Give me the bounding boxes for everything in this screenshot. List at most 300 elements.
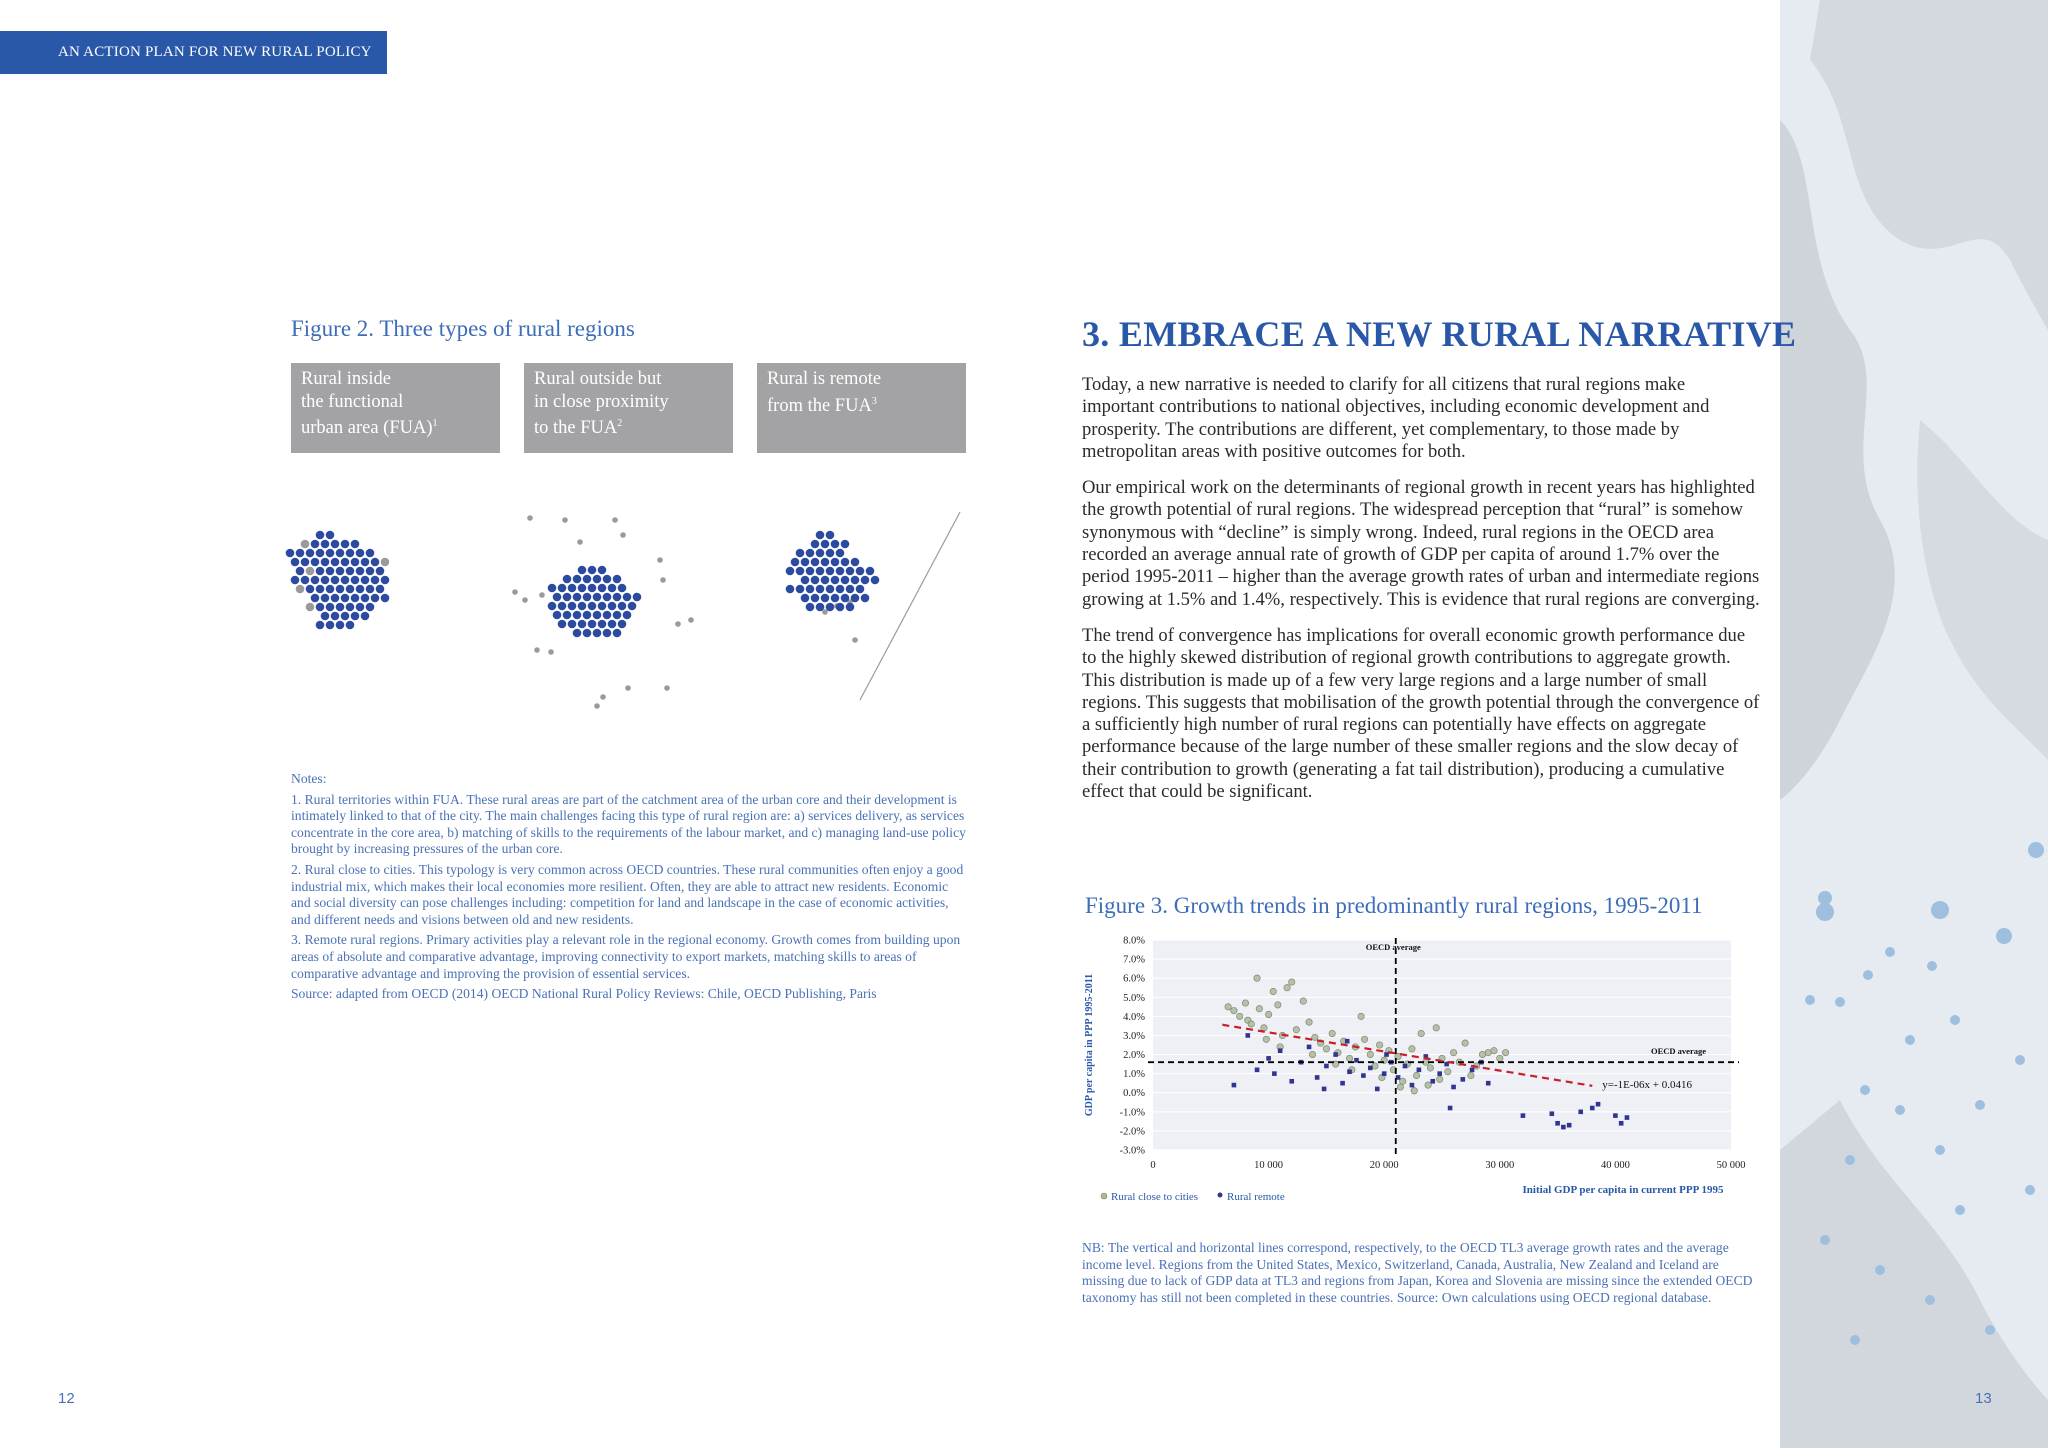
note-item: 3. Remote rural regions. Primary activities play a relevant role in the regional economy. Growth comes from building upon areas of absolute and comparative advantage, improving connectivity to export markets, matching skills to areas of comparative advantage and improving the provision of essential services.: [291, 932, 961, 981]
region-dot: [811, 540, 820, 549]
point-close: [1361, 1036, 1367, 1042]
map-background: [1780, 0, 2048, 1448]
point-close: [1479, 1051, 1485, 1057]
region-dot: [588, 566, 597, 575]
point-close: [1284, 985, 1290, 991]
region-dot: [856, 585, 865, 594]
plot-area: [1153, 940, 1731, 1150]
region-dot: [331, 540, 340, 549]
region-dot: [826, 585, 835, 594]
y-axis-label: GDP per capita in PPP 1995-2011: [1084, 973, 1095, 1117]
point-remote: [1345, 1039, 1350, 1044]
region-dot: [801, 558, 810, 567]
region-dot: [841, 558, 850, 567]
point-close: [1485, 1049, 1491, 1055]
region-dot: [336, 603, 345, 612]
point-close: [1237, 1013, 1243, 1019]
point-remote: [1486, 1081, 1491, 1086]
y-tick-label: 8.0%: [1123, 935, 1145, 947]
point-remote: [1448, 1106, 1453, 1111]
region-dot: [603, 611, 612, 620]
outlier-dot: [577, 539, 583, 545]
region-dot: [321, 540, 330, 549]
y-tick-label: 5.0%: [1123, 992, 1145, 1004]
growth-scatter-chart: [1078, 928, 1768, 1208]
region-dot: [356, 603, 365, 612]
point-close: [1293, 1027, 1299, 1033]
region-dot: [583, 611, 592, 620]
x-tick-label: 30 000: [1485, 1160, 1515, 1171]
box-line: Rural inside: [301, 369, 391, 389]
region-dot: [346, 549, 355, 558]
outlier-dot: [527, 515, 533, 521]
point-remote: [1347, 1069, 1352, 1074]
point-close: [1436, 1076, 1442, 1082]
point-close: [1445, 1069, 1451, 1075]
region-dot: [553, 611, 562, 620]
region-dot: [628, 602, 637, 611]
point-remote: [1437, 1071, 1442, 1076]
region-dot: [801, 594, 810, 603]
region-dot: [806, 603, 815, 612]
region-dot: [351, 540, 360, 549]
region-dot: [301, 576, 310, 585]
point-close: [1462, 1040, 1468, 1046]
region-dot: [361, 612, 370, 621]
y-tick-label: 4.0%: [1123, 1011, 1145, 1023]
outlier-dot: [625, 685, 631, 691]
point-remote: [1333, 1052, 1338, 1057]
region-dot: [593, 575, 602, 584]
type-box-close-to-fua: [524, 363, 733, 453]
cluster-remote: [786, 531, 880, 612]
point-remote: [1417, 1068, 1422, 1073]
point-remote: [1278, 1048, 1283, 1053]
outlier-dot: [594, 703, 600, 709]
point-remote: [1451, 1085, 1456, 1090]
x-tick-label: 40 000: [1600, 1160, 1630, 1171]
region-dot: [618, 584, 627, 593]
region-dot: [851, 576, 860, 585]
region-dot: [593, 629, 602, 638]
region-dot: [321, 576, 330, 585]
region-dot: [578, 566, 587, 575]
outlier-dot: [664, 685, 670, 691]
point-remote: [1521, 1113, 1526, 1118]
region-dot: [326, 603, 335, 612]
region-dot: [578, 584, 587, 593]
point-remote: [1322, 1087, 1327, 1092]
point-remote: [1340, 1081, 1345, 1086]
region-dot: [786, 567, 795, 576]
region-dot: [296, 567, 305, 576]
x-axis-label: Initial GDP per capita in current PPP 1995: [1522, 1184, 1724, 1196]
region-dot: [306, 549, 315, 558]
point-remote: [1590, 1106, 1595, 1111]
figure3-title: Figure 3. Growth trends in predominantly rural regions, 1995-2011: [1085, 893, 1703, 918]
region-dot: [558, 620, 567, 629]
point-remote: [1382, 1071, 1387, 1076]
region-dot: [598, 602, 607, 611]
region-dot: [371, 558, 380, 567]
point-close: [1358, 1013, 1364, 1019]
outlier-dot: [612, 517, 618, 523]
region-dot: [326, 549, 335, 558]
region-dot: [301, 540, 310, 549]
region-dot: [291, 576, 300, 585]
region-dot: [311, 576, 320, 585]
outlier-dot: [539, 592, 545, 598]
region-dot: [811, 594, 820, 603]
point-remote: [1307, 1045, 1312, 1050]
point-remote: [1403, 1064, 1408, 1069]
footnote-marker: 3: [871, 395, 877, 407]
point-close: [1450, 1049, 1456, 1055]
region-dot: [598, 566, 607, 575]
point-close: [1270, 988, 1276, 994]
region-dot: [831, 558, 840, 567]
region-dot: [821, 558, 830, 567]
point-close: [1411, 1088, 1417, 1094]
region-dot: [326, 585, 335, 594]
region-dot: [613, 575, 622, 584]
region-dot: [866, 567, 875, 576]
region-dot: [316, 549, 325, 558]
region-dot: [341, 612, 350, 621]
region-dot: [583, 629, 592, 638]
outlier-dot: [657, 557, 663, 563]
box-line: Rural is remote: [767, 369, 882, 389]
region-dot: [861, 594, 870, 603]
region-dot: [316, 531, 325, 540]
region-dot: [588, 584, 597, 593]
region-dot: [831, 540, 840, 549]
point-remote: [1578, 1110, 1583, 1115]
region-dot: [811, 558, 820, 567]
region-dot: [826, 567, 835, 576]
region-dot: [381, 558, 390, 567]
outlier-dot: [688, 617, 694, 623]
y-tick-label: 2.0%: [1123, 1050, 1145, 1062]
point-remote: [1315, 1075, 1320, 1080]
region-dot: [351, 576, 360, 585]
region-dot: [816, 585, 825, 594]
point-close: [1397, 1084, 1403, 1090]
point-remote: [1289, 1079, 1294, 1084]
x-axis-ticks: [1150, 1160, 1745, 1171]
region-dot: [356, 549, 365, 558]
region-dot: [346, 621, 355, 630]
point-remote: [1561, 1125, 1566, 1130]
region-dot: [598, 584, 607, 593]
point-remote: [1470, 1068, 1475, 1073]
region-dot: [558, 584, 567, 593]
point-remote: [1625, 1115, 1630, 1120]
outlier-dot: [675, 621, 681, 627]
oecd-average-label-x: OECD average: [1365, 942, 1421, 952]
header-tab: [0, 31, 387, 74]
outlier-dot: [852, 637, 858, 643]
paragraph: The trend of convergence has implications for overall economic growth performance due to the highly skewed distribution of regional growth contributions to aggregate growth. This distribution is made up of a few very large regions and a large number of small regions. This suggests that mobilisation of the growth potential through the convergence of a sufficiently high number of rural regions can potentially have effects on aggregate performance because of the large number of these smaller regions and the slow decay of their contribution to growth (generating a fat tail distribution), producing a cumulative effect that could be significant.: [1082, 624, 1760, 803]
note-item: 1. Rural territories within FUA. These rural areas are part of the catchment area of the urban core and their development is intimately linked to that of the city. The main challenges facing this type of rural region are: a) services delivery, as services concentrate in the core area, b) matching of skills to the requirements of the labour market, and c) managing land-use policy brought by increasing pressures of the urban core.: [291, 791, 966, 857]
region-dot: [633, 593, 642, 602]
legend-marker-close: [1101, 1193, 1107, 1199]
point-close: [1263, 1036, 1269, 1042]
region-dot: [806, 585, 815, 594]
type-box-inside-fua: [291, 363, 500, 453]
notes-source: Source: adapted from OECD (2014) OECD National Rural Policy Reviews: Chile, OECD Publishing, Paris: [291, 986, 877, 1002]
region-dot: [321, 558, 330, 567]
region-dot: [826, 531, 835, 540]
region-dot: [351, 594, 360, 603]
region-dot: [623, 611, 632, 620]
region-dot: [326, 531, 335, 540]
paragraph: Today, a new narrative is needed to clarify for all citizens that rural regions make important contributions to national objectives, including economic development and prosperity. The contributions are different, yet complementary, to those made by metropolitan areas with positive outcomes for both.: [1082, 374, 1710, 462]
region-dot: [623, 593, 632, 602]
region-dot: [603, 575, 612, 584]
page-number-left: 12: [58, 1390, 75, 1407]
box-line: Rural outside but: [534, 369, 662, 389]
region-dot: [796, 567, 805, 576]
cluster-inside-fua: [286, 531, 390, 630]
point-remote: [1555, 1121, 1560, 1126]
point-remote: [1461, 1077, 1466, 1082]
point-close: [1372, 1063, 1378, 1069]
legend-label-remote: Rural remote: [1227, 1191, 1285, 1203]
point-remote: [1613, 1113, 1618, 1118]
region-dot: [583, 593, 592, 602]
section-body: [1082, 374, 1762, 817]
region-dot: [593, 611, 602, 620]
region-dot: [603, 629, 612, 638]
region-dot: [351, 612, 360, 621]
point-close: [1409, 1046, 1415, 1052]
x-tick-label: 0: [1150, 1160, 1156, 1171]
point-remote: [1567, 1123, 1572, 1128]
region-dot: [796, 585, 805, 594]
point-remote: [1410, 1083, 1415, 1088]
region-dot: [861, 576, 870, 585]
outlier-dot: [512, 589, 518, 595]
point-close: [1329, 1030, 1335, 1036]
point-close: [1256, 1006, 1262, 1012]
figure2-title: Figure 2. Three types of rural regions: [291, 316, 635, 341]
point-remote: [1375, 1087, 1380, 1092]
region-dot: [371, 594, 380, 603]
region-dot: [583, 575, 592, 584]
point-close: [1300, 998, 1306, 1004]
fua-boundary-line: [860, 512, 960, 700]
region-dot: [366, 585, 375, 594]
figure3-note: NB: The vertical and horizontal lines correspond, respectively, to the OECD TL3 average growth rates and the average income level. Regions from the United States, Mexico, Switzerland, Canada, Australia, New Zealand and Iceland are missing due to lack of GDP data at TL3 and regions from Japan, Korea and Slovenia are missing since the extended OECD taxonomy has still not been completed in these countries. Source: Own calculations using OECD regional database.: [1082, 1240, 1753, 1305]
point-close: [1231, 1007, 1237, 1013]
region-dot: [618, 620, 627, 629]
y-tick-label: 0.0%: [1123, 1088, 1145, 1100]
y-tick-label: 7.0%: [1123, 954, 1145, 966]
region-dot: [351, 558, 360, 567]
header-title: AN ACTION PLAN FOR NEW RURAL POLICY: [58, 44, 372, 60]
x-tick-label: 10 000: [1254, 1160, 1284, 1171]
region-dot: [613, 593, 622, 602]
region-dot: [306, 585, 315, 594]
region-dot: [856, 567, 865, 576]
region-dot: [548, 602, 557, 611]
x-tick-label: 50 000: [1716, 1160, 1746, 1171]
region-dot: [553, 593, 562, 602]
region-dot: [593, 593, 602, 602]
y-tick-label: -3.0%: [1119, 1145, 1145, 1157]
region-dot: [321, 594, 330, 603]
region-dot: [806, 567, 815, 576]
region-dot: [366, 567, 375, 576]
region-dot: [846, 585, 855, 594]
region-dot: [563, 611, 572, 620]
region-dot: [286, 549, 295, 558]
paragraph: Our empirical work on the determinants of regional growth in recent years has highlighted the growth potential of rural regions. The widespread perception that “rural” is somehow synonymous with “decline” is simply wrong. Indeed, rural regions in the OECD area recorded an average annual rate of growth of GDP per capita of around 1.7% over the period 1995-2011 – higher than the average growth rates of urban and intermediate regions growing at 1.5% and 1.4%, respectively. This is evidence that rural regions are converging.: [1082, 477, 1760, 610]
region-dot: [376, 585, 385, 594]
region-dot: [296, 549, 305, 558]
note-item: 2. Rural close to cities. This typology is very common across OECD countries. These rural communities often enjoy a good industrial mix, which makes their local economies more resilient. Often, they are able to attract new residents. Economic and social diversity can pose challenges including: competition for land and landscape in the case of economic activities, and different needs and visions between old and new residents.: [291, 861, 964, 927]
region-dot: [811, 576, 820, 585]
region-dot: [336, 621, 345, 630]
point-close: [1346, 1055, 1352, 1061]
footnote-marker: 2: [617, 418, 623, 429]
outlier-dot: [660, 577, 666, 583]
region-dot: [841, 594, 850, 603]
region-dot: [836, 603, 845, 612]
point-close: [1418, 1030, 1424, 1036]
cluster-close-to-fua: [512, 515, 858, 709]
region-dot: [588, 602, 597, 611]
region-dot: [831, 594, 840, 603]
region-dot: [851, 594, 860, 603]
region-dot: [371, 576, 380, 585]
region-dot: [568, 620, 577, 629]
box-line: from the FUA: [767, 395, 872, 416]
region-dot: [791, 558, 800, 567]
legend-label-close: Rural close to cities: [1111, 1191, 1199, 1203]
point-close: [1306, 1019, 1312, 1025]
point-remote: [1368, 1066, 1373, 1071]
region-dot: [356, 585, 365, 594]
region-dot: [331, 594, 340, 603]
trendline-equation: y=-1E-06x + 0.0416: [1602, 1078, 1692, 1091]
legend-marker-remote: [1218, 1193, 1223, 1198]
region-dot: [316, 567, 325, 576]
region-dot: [568, 602, 577, 611]
region-dot: [563, 593, 572, 602]
region-dot: [816, 531, 825, 540]
region-dot: [316, 621, 325, 630]
point-close: [1261, 1025, 1267, 1031]
point-close: [1275, 1002, 1281, 1008]
region-dot: [618, 602, 627, 611]
region-dot: [871, 576, 880, 585]
y-tick-label: 6.0%: [1123, 973, 1145, 985]
region-dot: [346, 567, 355, 576]
region-dot: [841, 576, 850, 585]
point-close: [1376, 1042, 1382, 1048]
region-dot: [381, 594, 390, 603]
region-dot: [331, 576, 340, 585]
region-dot: [841, 540, 850, 549]
outlier-dot: [534, 647, 540, 653]
point-remote: [1232, 1083, 1237, 1088]
region-dot: [361, 576, 370, 585]
region-dot: [341, 594, 350, 603]
region-dot: [311, 540, 320, 549]
section-title: 3. EMBRACE A NEW RURAL NARRATIVE: [1082, 314, 1797, 354]
region-dot: [296, 585, 305, 594]
region-dot: [816, 567, 825, 576]
point-close: [1433, 1025, 1439, 1031]
point-close: [1254, 975, 1260, 981]
region-dot: [326, 567, 335, 576]
footnote-marker: 1: [432, 418, 438, 429]
point-remote: [1361, 1073, 1366, 1078]
region-dot: [306, 567, 315, 576]
region-dot: [558, 602, 567, 611]
point-close: [1248, 1021, 1254, 1027]
y-tick-label: 1.0%: [1123, 1069, 1145, 1081]
region-dot: [341, 558, 350, 567]
region-dot: [608, 620, 617, 629]
y-tick-label: -1.0%: [1119, 1107, 1145, 1119]
region-dot: [356, 567, 365, 576]
region-dot: [613, 629, 622, 638]
region-dot: [336, 549, 345, 558]
region-dot: [796, 549, 805, 558]
region-dot: [816, 603, 825, 612]
region-dot: [573, 593, 582, 602]
point-remote: [1550, 1111, 1555, 1116]
region-dot: [568, 584, 577, 593]
region-dot: [336, 567, 345, 576]
region-dot: [361, 558, 370, 567]
region-dot: [366, 549, 375, 558]
region-dot: [311, 594, 320, 603]
box-line: to the FUA: [534, 418, 618, 439]
point-remote: [1266, 1056, 1271, 1061]
notes-heading: Notes:: [291, 771, 327, 786]
point-close: [1497, 1055, 1503, 1061]
outlier-dot: [562, 517, 568, 523]
region-dot: [613, 611, 622, 620]
region-dot: [598, 620, 607, 629]
point-close: [1265, 1011, 1271, 1017]
box-line: urban area (FUA): [301, 418, 433, 439]
region-dot: [376, 567, 385, 576]
region-dot: [381, 576, 390, 585]
point-close: [1425, 1082, 1431, 1088]
region-dot: [831, 576, 840, 585]
region-dot: [608, 584, 617, 593]
region-dot: [578, 602, 587, 611]
region-dot: [316, 585, 325, 594]
outlier-dot: [522, 597, 528, 603]
point-close: [1502, 1049, 1508, 1055]
y-tick-label: -2.0%: [1119, 1126, 1145, 1138]
region-dot: [573, 611, 582, 620]
rural-types-illustration: [280, 500, 980, 720]
region-dot: [563, 575, 572, 584]
point-close: [1413, 1072, 1419, 1078]
region-dot: [346, 585, 355, 594]
point-remote: [1596, 1102, 1601, 1107]
region-dot: [548, 584, 557, 593]
region-dot: [821, 576, 830, 585]
region-dot: [573, 629, 582, 638]
